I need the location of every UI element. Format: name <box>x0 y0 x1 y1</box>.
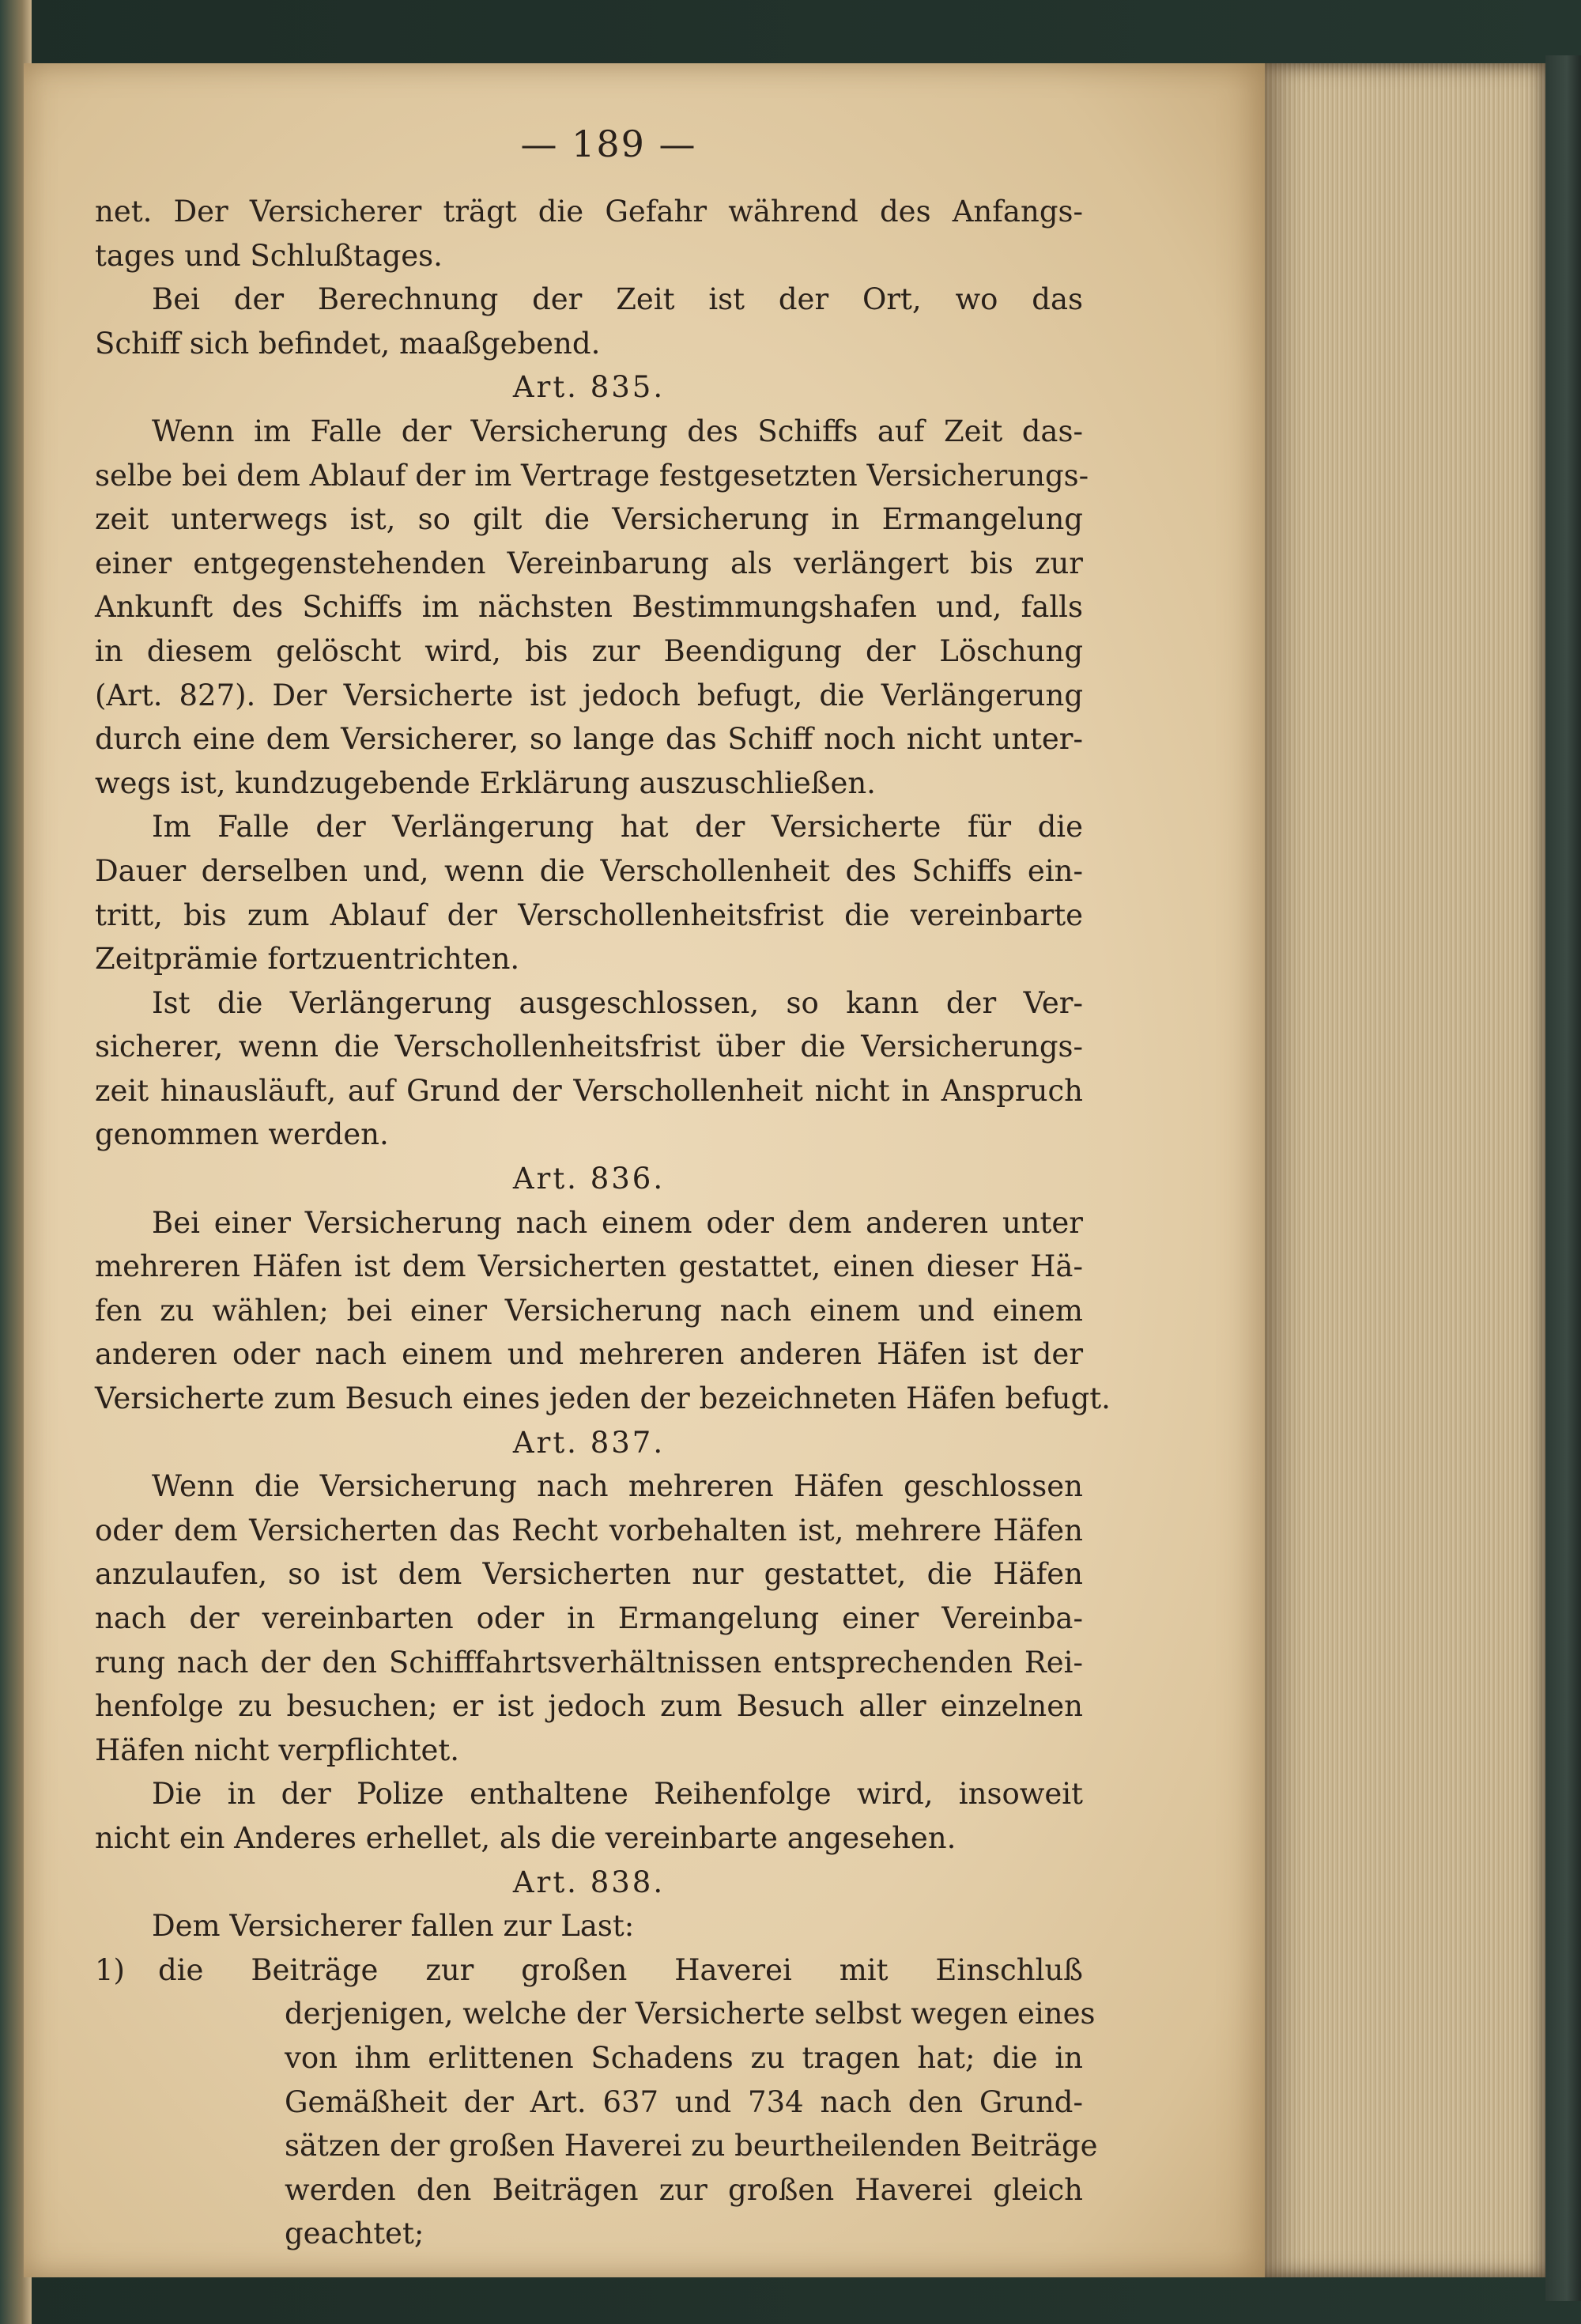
text-line: durch eine dem Versicherer, so lange das Schiff noch nicht unter- <box>95 722 1083 757</box>
article-heading-836: Art. 836. <box>512 1162 666 1196</box>
text-line: die Beiträge zur großen Haverei mit Einschluß <box>158 1952 1083 1987</box>
text-line: Wenn im Falle der Versicherung des Schiffs auf Zeit das- <box>152 414 1083 448</box>
text-line: Dauer derselben und, wenn die Verschollenheit des Schiffs ein- <box>95 853 1083 888</box>
text-line: anzulaufen, so ist dem Versicherten nur gestattet, die Häfen <box>95 1557 1083 1592</box>
text-line: tritt, bis zum Ablauf der Verschollenheitsfrist die vereinbarte <box>95 897 1083 932</box>
text-line: sätzen der großen Haverei zu beurtheilenden Beiträge <box>285 2129 1098 2163</box>
text-line: oder dem Versicherten das Recht vorbehalten ist, mehrere Häfen <box>95 1513 1083 1547</box>
text-line: henfolge zu besuchen; er ist jedoch zum Besuch aller einzelnen <box>95 1689 1083 1724</box>
text-line: Zeitprämie fortzuentrichten. <box>95 942 520 977</box>
text-line: nach der vereinbarten oder in Ermangelung einer Vereinba- <box>95 1601 1083 1635</box>
text-line: von ihm erlittenen Schadens zu tragen hat; die in <box>285 2040 1083 2075</box>
text-line: wegs ist, kundzugebende Erklärung auszuschließen. <box>95 765 876 800</box>
text-line: Gemäßheit der Art. 637 und 734 nach den Grund- <box>285 2084 1083 2119</box>
text-line: Schiff sich befindet, maaßgebend. <box>95 326 601 361</box>
text-line: Ist die Verlängerung ausgeschlossen, so kann der Ver- <box>152 985 1083 1020</box>
text-line: mehreren Häfen ist dem Versicherten gestattet, einen dieser Hä- <box>95 1249 1083 1284</box>
text-line: tages und Schlußtages. <box>95 238 443 273</box>
text-line: (Art. 827). Der Versicherte ist jedoch befugt, die Verlängerung <box>95 678 1083 712</box>
text-line: selbe bei dem Ablauf der im Vertrage festgesetzten Versicherungs- <box>95 458 1089 493</box>
text-line: rung nach der den Schifffahrtsverhältnissen entsprechenden Rei- <box>95 1645 1083 1680</box>
page-number: — 189 — <box>520 123 697 165</box>
text-line: Bei einer Versicherung nach einem oder dem anderen unter <box>152 1205 1083 1240</box>
text-line: werden den Beiträgen zur großen Haverei gleich <box>285 2172 1083 2207</box>
text-line: Dem Versicherer fallen zur Last: <box>152 1909 635 1944</box>
text-line: geachtet; <box>285 2216 424 2251</box>
text-line: net. Der Versicherer trägt die Gefahr während des Anfangs- <box>95 195 1083 229</box>
article-heading-837: Art. 837. <box>512 1425 666 1460</box>
text-line: anderen oder nach einem und mehreren anderen Häfen ist der <box>95 1337 1083 1372</box>
text-line: Ankunft des Schiffs im nächsten Bestimmungshafen und, falls <box>95 590 1083 625</box>
text-line: genommen werden. <box>95 1117 389 1152</box>
list-item-marker: 1) <box>95 1952 125 1987</box>
text-line: in diesem gelöscht wird, bis zur Beendigung der Löschung <box>95 633 1083 668</box>
text-line: Häfen nicht verpflichtet. <box>95 1733 459 1767</box>
text-line: einer entgegenstehenden Vereinbarung als verlängert bis zur <box>95 546 1083 580</box>
article-heading-835: Art. 835. <box>512 370 666 405</box>
book-text-block-edge <box>1265 63 1549 2277</box>
text-line: Wenn die Versicherung nach mehreren Häfen geschlossen <box>152 1469 1083 1504</box>
text-line: sicherer, wenn die Verschollenheitsfrist über die Versicherungs- <box>95 1030 1083 1064</box>
article-heading-838: Art. 838. <box>512 1865 666 1899</box>
text-line: Die in der Polize enthaltene Reihenfolge wird, insoweit <box>152 1777 1083 1812</box>
book-cover-edge <box>1545 55 1581 2301</box>
text-line: Versicherte zum Besuch eines jeden der bezeichneten Häfen befugt. <box>95 1381 1111 1416</box>
text-line: zeit unterwegs ist, so gilt die Versicherung in Ermangelung <box>95 502 1083 537</box>
text-line: nicht ein Anderes erhellet, als die vereinbarte angesehen. <box>95 1820 957 1855</box>
text-line: derjenigen, welche der Versicherte selbst wegen eines <box>285 1997 1096 2031</box>
text-line: fen zu wählen; bei einer Versicherung nach einem und einem <box>95 1293 1083 1328</box>
text-line: Bei der Berechnung der Zeit ist der Ort, wo das <box>152 282 1083 317</box>
text-line: Im Falle der Verlängerung hat der Versicherte für die <box>152 810 1083 845</box>
page-body-text <box>95 190 1111 2256</box>
list-item <box>95 1948 1083 1993</box>
text-line: zeit hinausläuft, auf Grund der Verschollenheit nicht in Anspruch <box>95 1073 1083 1108</box>
